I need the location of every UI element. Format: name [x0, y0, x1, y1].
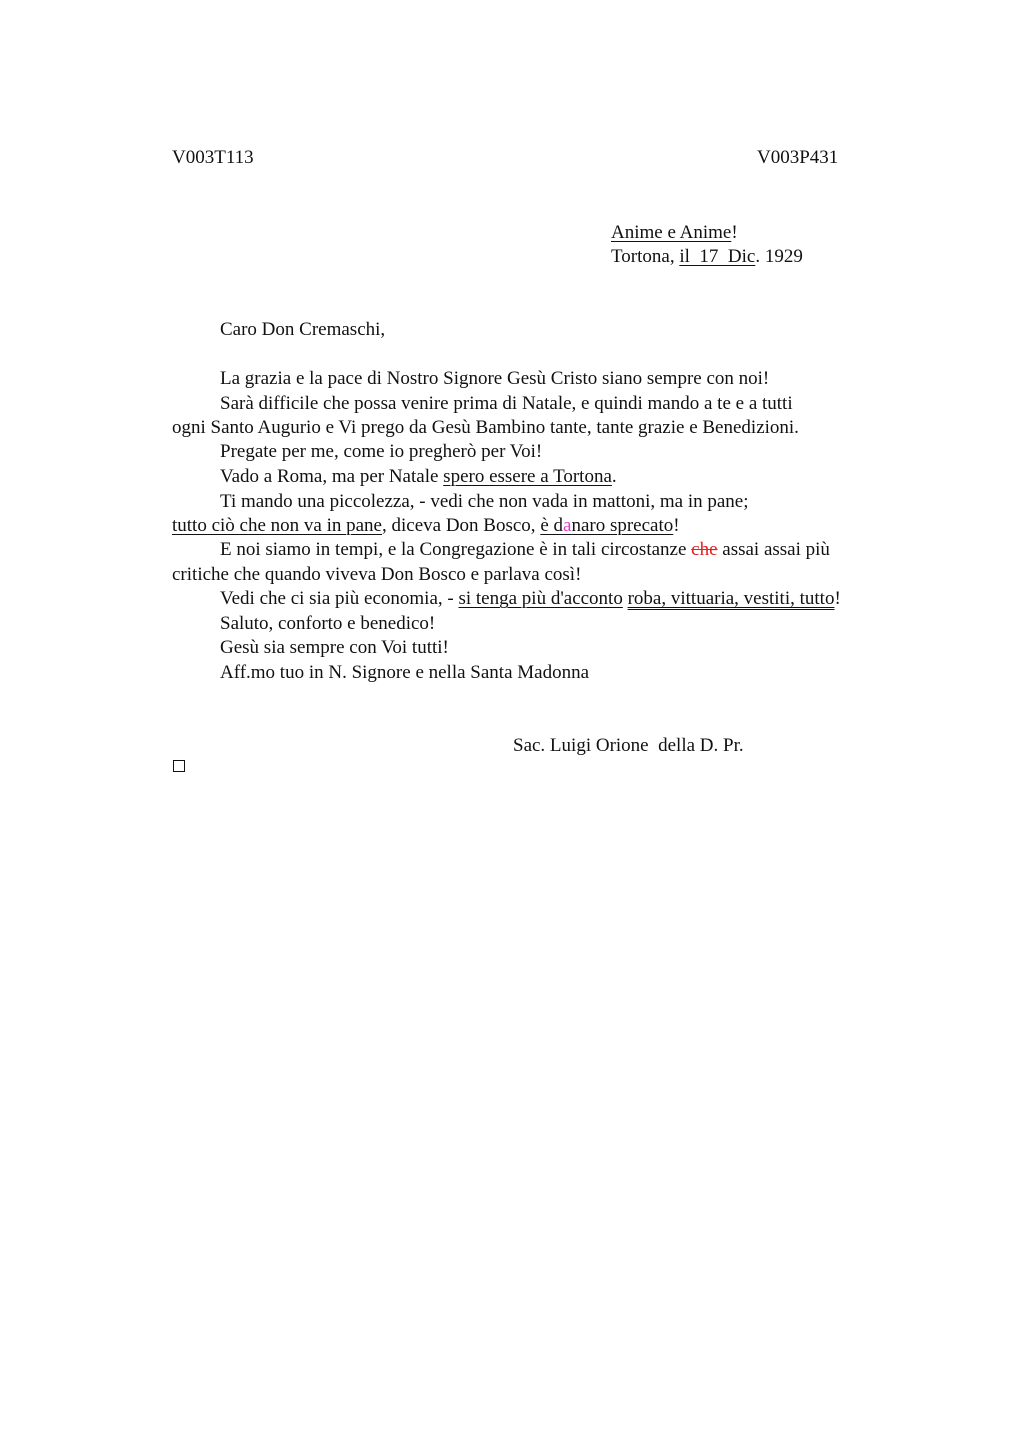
- deleted-word: che: [691, 539, 718, 560]
- body-line: [220, 538, 830, 562]
- square-marker-icon: [173, 760, 185, 772]
- underlined-text: si tenga più d'acconto: [458, 588, 623, 609]
- body-line: Pregate per me, come io pregherò per Voi!: [220, 441, 543, 462]
- date-rest: . 1929: [755, 246, 803, 267]
- line-text: Vedi che ci sia più economia, -: [220, 588, 459, 609]
- body-line: Sarà difficile che possa venire prima di Natale, e quindi mando a te e a tutti: [220, 393, 793, 414]
- line-text: Vado a Roma, ma per Natale: [220, 466, 444, 487]
- line-text: assai assai più: [717, 539, 830, 560]
- body-line: [220, 465, 617, 489]
- line-text: .: [611, 466, 617, 487]
- body-line: [220, 587, 841, 611]
- inserted-letter: a: [563, 515, 572, 536]
- double-underlined-text: roba, vittuaria, vestiti, tutto: [627, 588, 835, 609]
- line-text: , diceva Don Bosco,: [382, 515, 541, 536]
- body-line: [172, 514, 680, 538]
- salutation: Caro Don Cremaschi,: [220, 319, 386, 340]
- underlined-text: spero essere a Tortona: [443, 466, 612, 487]
- date-underlined: il 17 Dic: [679, 246, 756, 267]
- body-line: Saluto, conforto e benedico!: [220, 613, 436, 634]
- underlined-text: [540, 515, 673, 536]
- heading-title-text: Anime e Anime: [611, 222, 732, 243]
- underlined-part: è d: [540, 515, 563, 536]
- underlined-text: tutto ciò che non va in pane: [172, 515, 382, 536]
- body-line: La grazia e la pace di Nostro Signore Gesù Cristo siano sempre con noi!: [220, 368, 770, 389]
- body-line: Aff.mo tuo in N. Signore e nella Santa Madonna: [220, 662, 590, 683]
- heading-title-end: !: [731, 222, 738, 243]
- archive-code-left: V003T113: [172, 147, 254, 168]
- line-text: E noi siamo in tempi, e la Congregazione è in tali circostanze: [220, 539, 692, 560]
- body-line: critiche che quando viveva Don Bosco e parlava così!: [172, 564, 582, 585]
- letter-date-line: [611, 245, 803, 269]
- letter-heading-title: [611, 221, 738, 245]
- archive-code-right: V003P431: [757, 147, 839, 168]
- line-text: !: [834, 588, 841, 609]
- body-line: Ti mando una piccolezza, - vedi che non vada in mattoni, ma in pane;: [220, 491, 749, 512]
- body-line: Gesù sia sempre con Voi tutti!: [220, 637, 449, 658]
- date-place: Tortona,: [611, 246, 680, 267]
- underlined-part: naro sprecato: [571, 515, 674, 536]
- signature: Sac. Luigi Orione della D. Pr.: [513, 735, 744, 756]
- body-line: ogni Santo Augurio e Vi prego da Gesù Bambino tante, tante grazie e Benedizioni.: [172, 417, 799, 438]
- line-text: !: [673, 515, 680, 536]
